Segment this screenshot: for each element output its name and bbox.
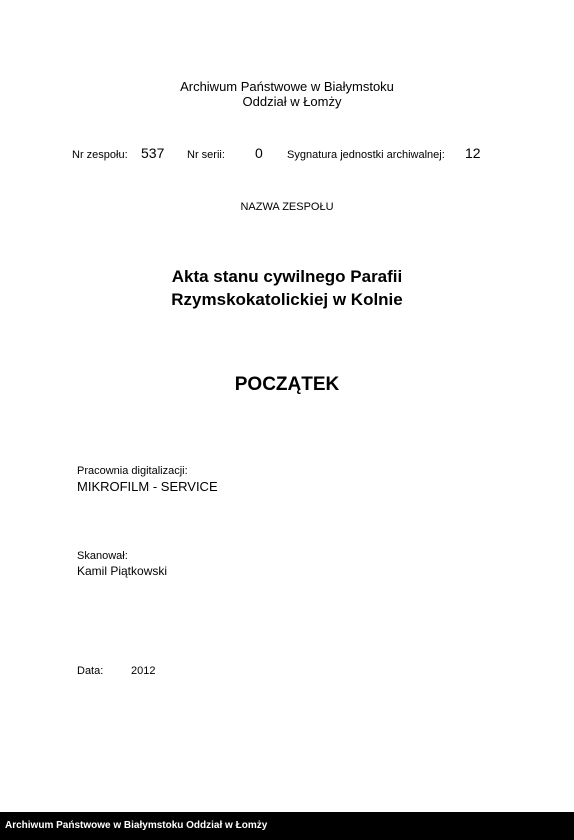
fonds-title-line2: Rzymskokatolickiej w Kolnie xyxy=(171,290,403,309)
series-number-value: 0 xyxy=(255,145,263,161)
archive-name: Archiwum Państwowe w Białymstoku xyxy=(180,79,394,94)
scanned-by-value: Kamil Piątkowski xyxy=(77,564,168,578)
fonds-title-line1: Akta stanu cywilnego Parafii xyxy=(171,267,403,286)
archive-branch: Oddział w Łomży xyxy=(242,94,342,109)
fonds-number-label: Nr zespołu: xyxy=(72,149,128,161)
studio-value: MIKROFILM - SERVICE xyxy=(77,479,218,494)
archive-header xyxy=(0,79,574,109)
fonds-title xyxy=(0,265,574,311)
date-value: 2012 xyxy=(131,665,156,677)
date-label: Data: xyxy=(77,665,104,677)
fonds-name-label: NAZWA ZESPOŁU xyxy=(240,201,334,213)
signature-label: Sygnatura jednostki archiwalnej: xyxy=(287,149,445,161)
footer-text: Archiwum Państwowe w Białymstoku Oddział w Łomży xyxy=(5,820,268,831)
start-marker: POCZĄTEK xyxy=(234,374,340,395)
footer-bar xyxy=(0,812,574,840)
signature-value: 12 xyxy=(465,145,481,161)
fonds-number-value: 537 xyxy=(141,145,165,161)
studio-label: Pracownia digitalizacji: xyxy=(77,465,188,477)
series-number-label: Nr serii: xyxy=(187,149,225,161)
scanned-by-label: Skanował: xyxy=(77,550,128,562)
